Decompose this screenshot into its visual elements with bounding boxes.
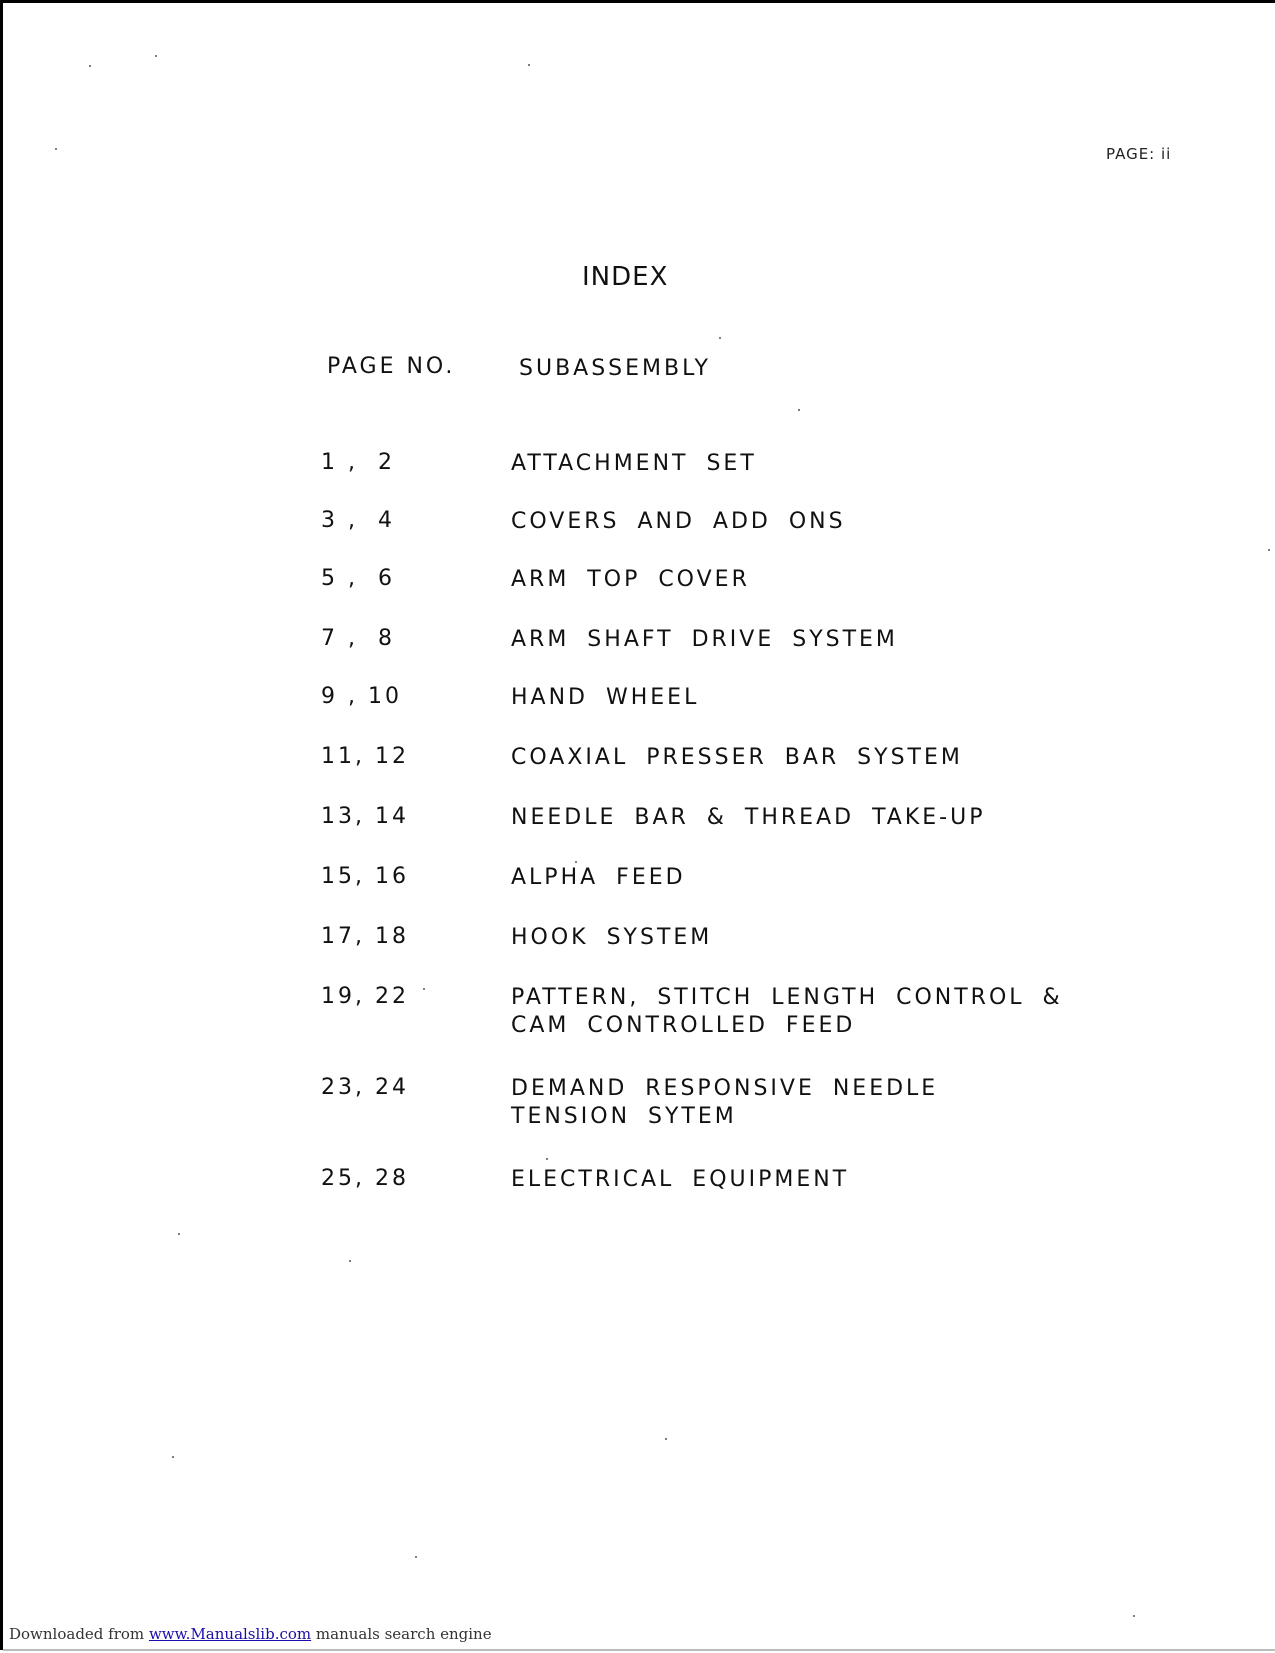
index-row-name: COAXIAL PRESSER BAR SYSTEM — [511, 745, 963, 770]
scan-speck — [423, 988, 425, 990]
index-row-pages: 11, 12 — [321, 744, 409, 769]
index-row-pages: 7 , 8 — [321, 626, 395, 651]
scan-speck — [798, 409, 800, 411]
subassembly-column-header: SUBASSEMBLY — [519, 356, 711, 381]
scan-speck — [178, 1233, 180, 1235]
scan-speck — [665, 1438, 667, 1440]
index-row-name: HAND WHEEL — [511, 685, 700, 710]
index-row-pages: 3 , 4 — [321, 508, 395, 533]
scan-speck — [546, 1158, 548, 1160]
index-row-pages: 19, 22 — [321, 984, 409, 1009]
page-number-label: PAGE: ii — [1106, 145, 1172, 163]
manualslib-link[interactable]: www.Manualslib.com — [148, 1625, 312, 1643]
scan-speck — [719, 337, 721, 339]
index-row-pages: 25, 28 — [321, 1166, 409, 1191]
footer-prefix: Downloaded from — [9, 1625, 145, 1643]
index-row-name: ARM SHAFT DRIVE SYSTEM — [511, 627, 898, 652]
index-row-pages: 9 , 10 — [321, 684, 402, 709]
index-row-pages: 17, 18 — [321, 924, 409, 949]
scan-speck — [1133, 1615, 1135, 1617]
index-row-name: ARM TOP COVER — [511, 567, 750, 592]
page-no-column-header: PAGE NO. — [327, 354, 456, 379]
index-row-pages: 23, 24 — [321, 1075, 409, 1100]
index-row-pages: 13, 14 — [321, 804, 409, 829]
scan-speck — [155, 55, 157, 57]
index-row-pages: 5 , 6 — [321, 566, 395, 591]
index-row-name: ATTACHMENT SET — [511, 451, 757, 476]
scan-speck — [349, 1260, 351, 1262]
scan-speck — [528, 64, 530, 66]
index-row-name: HOOK SYSTEM — [511, 925, 713, 950]
index-row-name: NEEDLE BAR & THREAD TAKE-UP — [511, 805, 986, 830]
scan-speck — [575, 861, 577, 863]
index-row-name: COVERS AND ADD ONS — [511, 509, 846, 534]
index-row-name: PATTERN, STITCH LENGTH CONTROL & CAM CONTROLLED FEED — [511, 985, 1063, 1038]
scan-speck — [1268, 549, 1270, 551]
download-footer — [9, 1625, 492, 1643]
scan-speck — [172, 1456, 174, 1458]
footer-suffix: manuals search engine — [315, 1625, 492, 1643]
index-title: INDEX — [582, 262, 669, 292]
index-row-pages: 15, 16 — [321, 864, 409, 889]
index-row-name: ALPHA FEED — [511, 865, 686, 890]
index-row-name: ELECTRICAL EQUIPMENT — [511, 1167, 850, 1192]
index-row-pages: 1 , 2 — [321, 450, 395, 475]
scan-speck — [55, 148, 57, 150]
scan-speck — [415, 1556, 417, 1558]
scan-speck — [89, 65, 91, 67]
page-bottom-line — [3, 1649, 1275, 1651]
index-row-name: DEMAND RESPONSIVE NEEDLE TENSION SYTEM — [511, 1076, 939, 1129]
